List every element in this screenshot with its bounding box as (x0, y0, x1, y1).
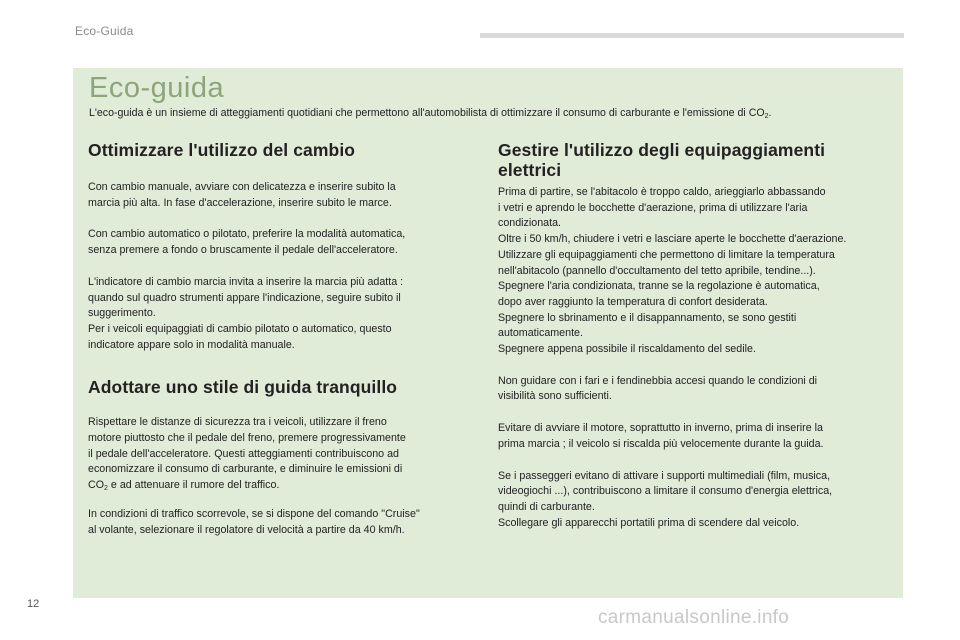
paragraph-safety-distance (88, 415, 483, 497)
intro-tail: . (768, 107, 772, 119)
watermark: carmanualsonline.info (598, 607, 790, 628)
paragraph-headlights: Non guidare con i fari e i fendinebbia accesi quando le condizioni di visibilità sono sufficienti. (498, 374, 818, 403)
safety-distance-subscript: 2 (104, 485, 108, 493)
paragraph-multimedia: Se i passeggeri evitano di attivare i supporti multimediali (film, musica, videogiochi ...), contribuiscono a limitare il consumo d'energia elettrica, quindi di carburante. Scollegare gli apparecchi portatili prima di scendere dal veicolo. (498, 469, 833, 529)
intro-main: L'eco-guida è un insieme di atteggiamenti quotidiani che permettono all'automobilista di ottimizzare il consumo di carburante e l'emissione di CO (89, 107, 765, 119)
heading-electrical-equipment: Gestire l'utilizzo degli equipaggiamenti elettrici (498, 140, 826, 180)
intro-text (89, 106, 899, 124)
heading-driving-style: Adottare uno stile di guida tranquillo (88, 377, 398, 398)
paragraph-manual-gearbox: Con cambio manuale, avviare con delicatezza e inserire subito la marcia più alta. In fase d'accelerazione, inserire subito le marce. (88, 181, 396, 209)
page-number: 12 (27, 598, 40, 610)
running-header: Eco-Guida (75, 24, 134, 38)
page-title: Eco-guida (89, 72, 225, 104)
right-column (498, 140, 898, 531)
safety-distance-main: Rispettare le distanze di sicurezza tra i veicoli, utilizzare il freno motore piuttosto che il pedale del freno, premere progressivamente il pedale dell'acceleratore. Questi atteggiamenti contribuiscono ad economizzare il consumo di carburante, e diminuire le emissioni di CO (88, 416, 406, 492)
left-column (88, 140, 483, 538)
header-bar (480, 33, 904, 38)
heading-gearbox: Ottimizzare l'utilizzo del cambio (88, 140, 356, 160)
paragraph-cruise-control: In condizioni di traffico scorrevole, se si dispone del comando "Cruise" al volante, selezionare il regolatore di velocità a partire da 40 km/h. (88, 507, 420, 536)
paragraph-cabin-temperature: Prima di partire, se l'abitacolo è troppo caldo, arieggiarlo abbassando i vetri e aprendo le bocchette d'aerazione, prima di utilizzare l'aria condizionata. Oltre i 50 km/h, chiudere i vetri e lasciare aperte le bocchette d'aerazione. Utilizzare gli equipaggiamenti che permettono di limitare la temperatura nell'abitacolo (pannello d'occultamento del tetto apribile, tendine...). Spegnere l'aria condizionata, tranne se la regolazione è automatica, dopo aver raggiunto la temperatura di confort desiderata. Spegnere lo sbrinamento e il disappannamento, se sono gestiti automaticamente. Spegnere appena possibile il riscaldamento del sedile. (498, 186, 847, 356)
safety-distance-tail: e ad attenuare il rumore del traffico. (107, 479, 280, 492)
paragraph-gear-indicator: L'indicatore di cambio marcia invita a inserire la marcia più adatta : quando sul quadro strumenti appare l'indicazione, seguire subito il suggerimento. Per i veicoli equipaggiati di cambio pilotato o automatico, questo indicatore appare solo in modalità manuale. (88, 275, 404, 351)
paragraph-engine-start: Evitare di avviare il motore, soprattutto in inverno, prima di inserire la prima marcia ; il veicolo si riscalda più velocemente durante la guida. (498, 422, 824, 450)
paragraph-automatic-gearbox: Con cambio automatico o pilotato, preferire la modalità automatica, senza premere a fondo o bruscamente il pedale dell'acceleratore. (88, 228, 406, 257)
intro-subscript: 2 (764, 113, 769, 120)
